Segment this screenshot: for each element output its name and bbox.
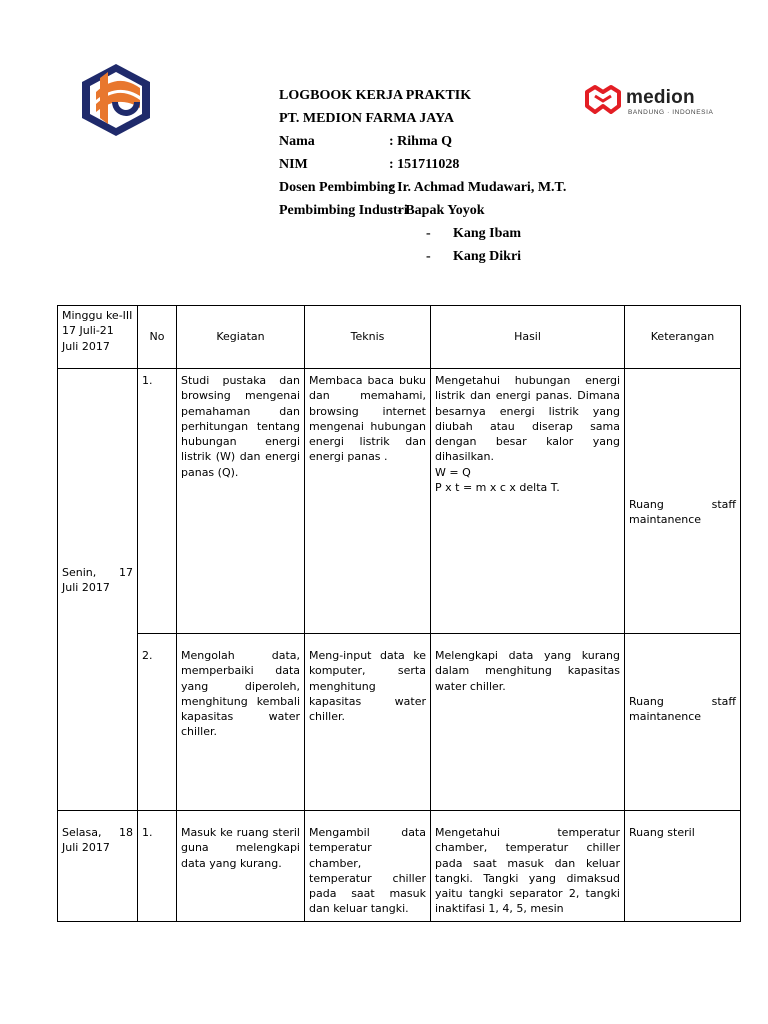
field-label: Dosen Pembimbing [279,180,396,195]
result-text: Mengetahui hubungan energi listrik dan energi panas. Dimana besarnya energi listrik yang diubah atau diserap sama dengan besar kalor yang dihasilkan. [435,374,620,464]
table-row [58,811,741,922]
field-label: Nama [279,134,315,149]
field-label: NIM [279,157,308,172]
supervisor-name: Kang Dikri [453,249,522,264]
logbook-table [57,305,741,922]
company-name: PT. MEDION FARMA JAYA [279,111,455,126]
note-cell: Ruang staff maintanence [625,634,741,811]
row-number: 2. [138,634,177,811]
field-value: : - Bapak Yoyok [389,203,485,218]
field-value: : Rihma Q [389,134,452,149]
table-row [58,369,741,634]
technical-cell: Membaca baca buku dan memahami, browsing internet mengenai hubungan energi listrik dan energi panas . [305,369,431,634]
header-no: No [138,306,177,369]
header-note: Keterangan [625,306,741,369]
logbook-title: LOGBOOK KERJA PRAKTIK [279,88,472,103]
activity-cell: Studi pustaka dan browsing mengenai pemahaman dan perhitungan tentang hubungan energi listrik (W) dan energi panas (Q). [177,369,305,634]
row-number: 1. [138,369,177,634]
result-cell: Melengkapi data yang kurang dalam menghitung kapasitas water chiller. [431,634,625,811]
day-cell: Senin, 17 Juli 2017 [58,369,138,811]
activity-cell: Mengolah data, memperbaiki data yang diperoleh, menghitung kembali kapasitas water chiller. [177,634,305,811]
day-cell: Selasa, 18 Juli 2017 [58,811,138,922]
field-label: Pembimbing Industri [279,203,408,218]
table-header-row [58,306,741,369]
result-cell: Mengetahui temperatur chamber, temperatur chiller pada saat masuk dan keluar tangki. Tangki yang dimaksud yaitu tangki separator 2, tangki inaktifasi 1, 4, 5, mesin [431,811,625,922]
header-result: Hasil [431,306,625,369]
field-value: : Ir. Achmad Mudawari, M.T. [389,180,567,195]
note-cell: Ruang staff maintanence [625,369,741,634]
list-dash: - [426,226,431,241]
header-week: Minggu ke-III 17 Juli-21 Juli 2017 [58,306,138,369]
technical-cell: Mengambil data temperatur chamber, temperatur chiller pada saat masuk dan keluar tangki. [305,811,431,922]
note-cell: Ruang steril [625,811,741,922]
row-number: 1. [138,811,177,922]
header-technical: Teknis [305,306,431,369]
institution-logo [78,62,154,138]
brand-name: medion [626,87,695,108]
field-value: : 151711028 [389,157,460,172]
medion-logo-icon [584,84,622,116]
supervisor-name: Kang Ibam [453,226,522,241]
brand-tagline: BANDUNG · INDONESIA [628,109,714,116]
result-formula: P x t = m x c x delta T. [435,481,560,495]
table-row [58,634,741,811]
result-cell [431,369,625,634]
technical-cell: Meng-input data ke komputer, serta menghitung kapasitas water chiller. [305,634,431,811]
list-dash: - [426,249,431,264]
activity-cell: Masuk ke ruang steril guna melengkapi data yang kurang. [177,811,305,922]
result-formula: W = Q [435,465,471,479]
header-activity: Kegiatan [177,306,305,369]
